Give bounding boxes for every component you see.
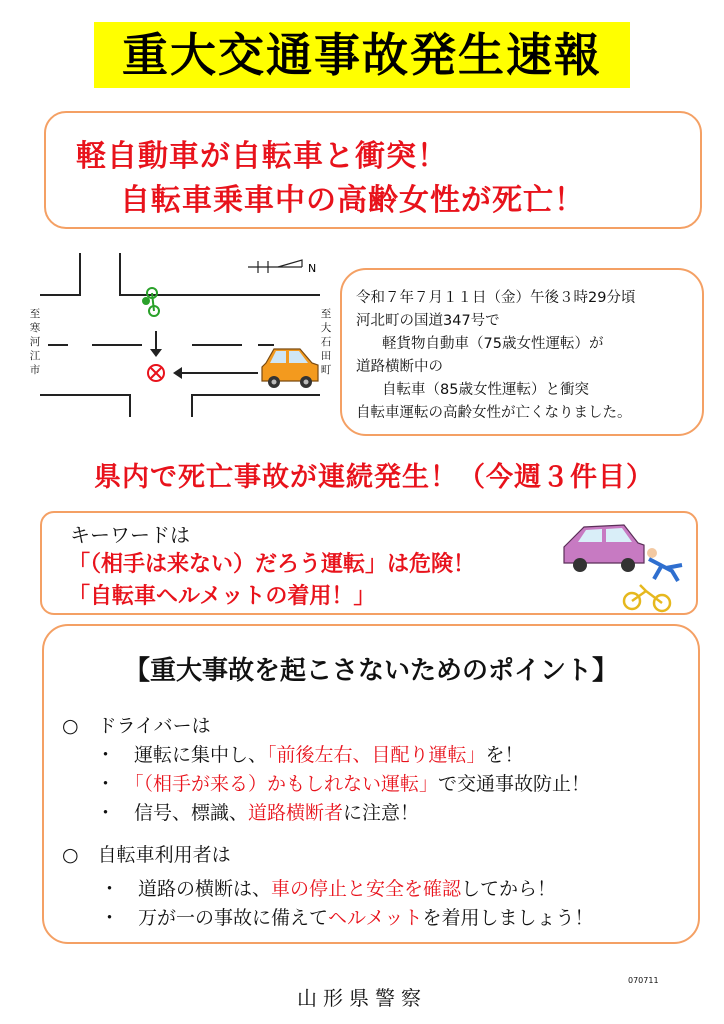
accident-diagram xyxy=(30,245,340,435)
driver-section-title: ○ ドライバーは xyxy=(62,715,211,737)
road-edge xyxy=(40,253,80,295)
driver-point: ・ 「（相手が来る）かもしれない運転」で交通事故防止！ xyxy=(96,773,591,795)
headline-line-2: 自転車乗車中の高齢女性が死亡！ xyxy=(120,183,585,218)
bicycle-icon xyxy=(143,288,159,316)
collision-mark-icon xyxy=(148,365,164,381)
headline-line-1: 軽自動車が自転車と衝突！ xyxy=(76,139,448,174)
cyclist-point: ・ 道路の横断は、車の停止と安全を確認してから！ xyxy=(100,878,557,900)
north-arrow-icon xyxy=(248,260,302,273)
incident-info-box xyxy=(340,268,704,436)
consecutive-accidents-notice: 県内で死亡事故が連続発生！（今週３件目） xyxy=(94,462,654,493)
direction-label-west: 至 寒 河 江 市 xyxy=(29,308,41,376)
document-code: 070711 xyxy=(628,976,659,985)
incident-line: 軽貨物自動車（75歳女性運転）が xyxy=(382,336,604,352)
cyclist-point: ・ 万が一の事故に備えてヘルメットを着用しましょう！ xyxy=(100,907,594,929)
keyword-line-1: 「（相手は来ない）だろう運転」は危険！ xyxy=(68,552,476,577)
incident-line: 自転車運転の高齢女性が亡くなりました。 xyxy=(356,405,632,421)
driver-point: ・ 運転に集中し、「前後左右、目配り運転」を！ xyxy=(96,744,524,766)
page-title: 重大交通事故発生速報 xyxy=(122,28,602,82)
direction-label-east: 至 大 石 田 町 xyxy=(320,308,332,376)
left-arrow-icon xyxy=(173,367,258,379)
incident-line: 道路横断中の xyxy=(356,359,443,375)
headline-box xyxy=(44,111,702,229)
keyword-box xyxy=(40,511,698,615)
incident-line: 河北町の国道347号で xyxy=(356,313,500,329)
north-label: N xyxy=(308,262,317,275)
keyword-label: キーワードは xyxy=(70,523,190,547)
driver-point: ・ 信号、標識、道路横断者に注意！ xyxy=(96,802,420,824)
safety-points-box xyxy=(42,624,700,944)
down-arrow-icon xyxy=(150,331,162,357)
cyclist-section-title: ○ 自転車利用者は xyxy=(62,844,231,866)
car-icon xyxy=(262,349,318,388)
points-heading: 【重大事故を起こさないためのポイント】 xyxy=(123,656,618,686)
keyword-line-2: 「自転車ヘルメットの着用！」 xyxy=(68,584,376,609)
incident-line: 自転車（85歳女性運転）と衝突 xyxy=(382,382,589,398)
footer-issuer: 山形県警察 xyxy=(297,986,427,1010)
road-edge xyxy=(192,395,320,417)
road-edge xyxy=(40,395,130,417)
intersection-map xyxy=(30,245,340,435)
accident-illustration xyxy=(554,513,684,613)
incident-line: 令和７年７月１１日（金）午後３時29分頃 xyxy=(356,290,636,306)
